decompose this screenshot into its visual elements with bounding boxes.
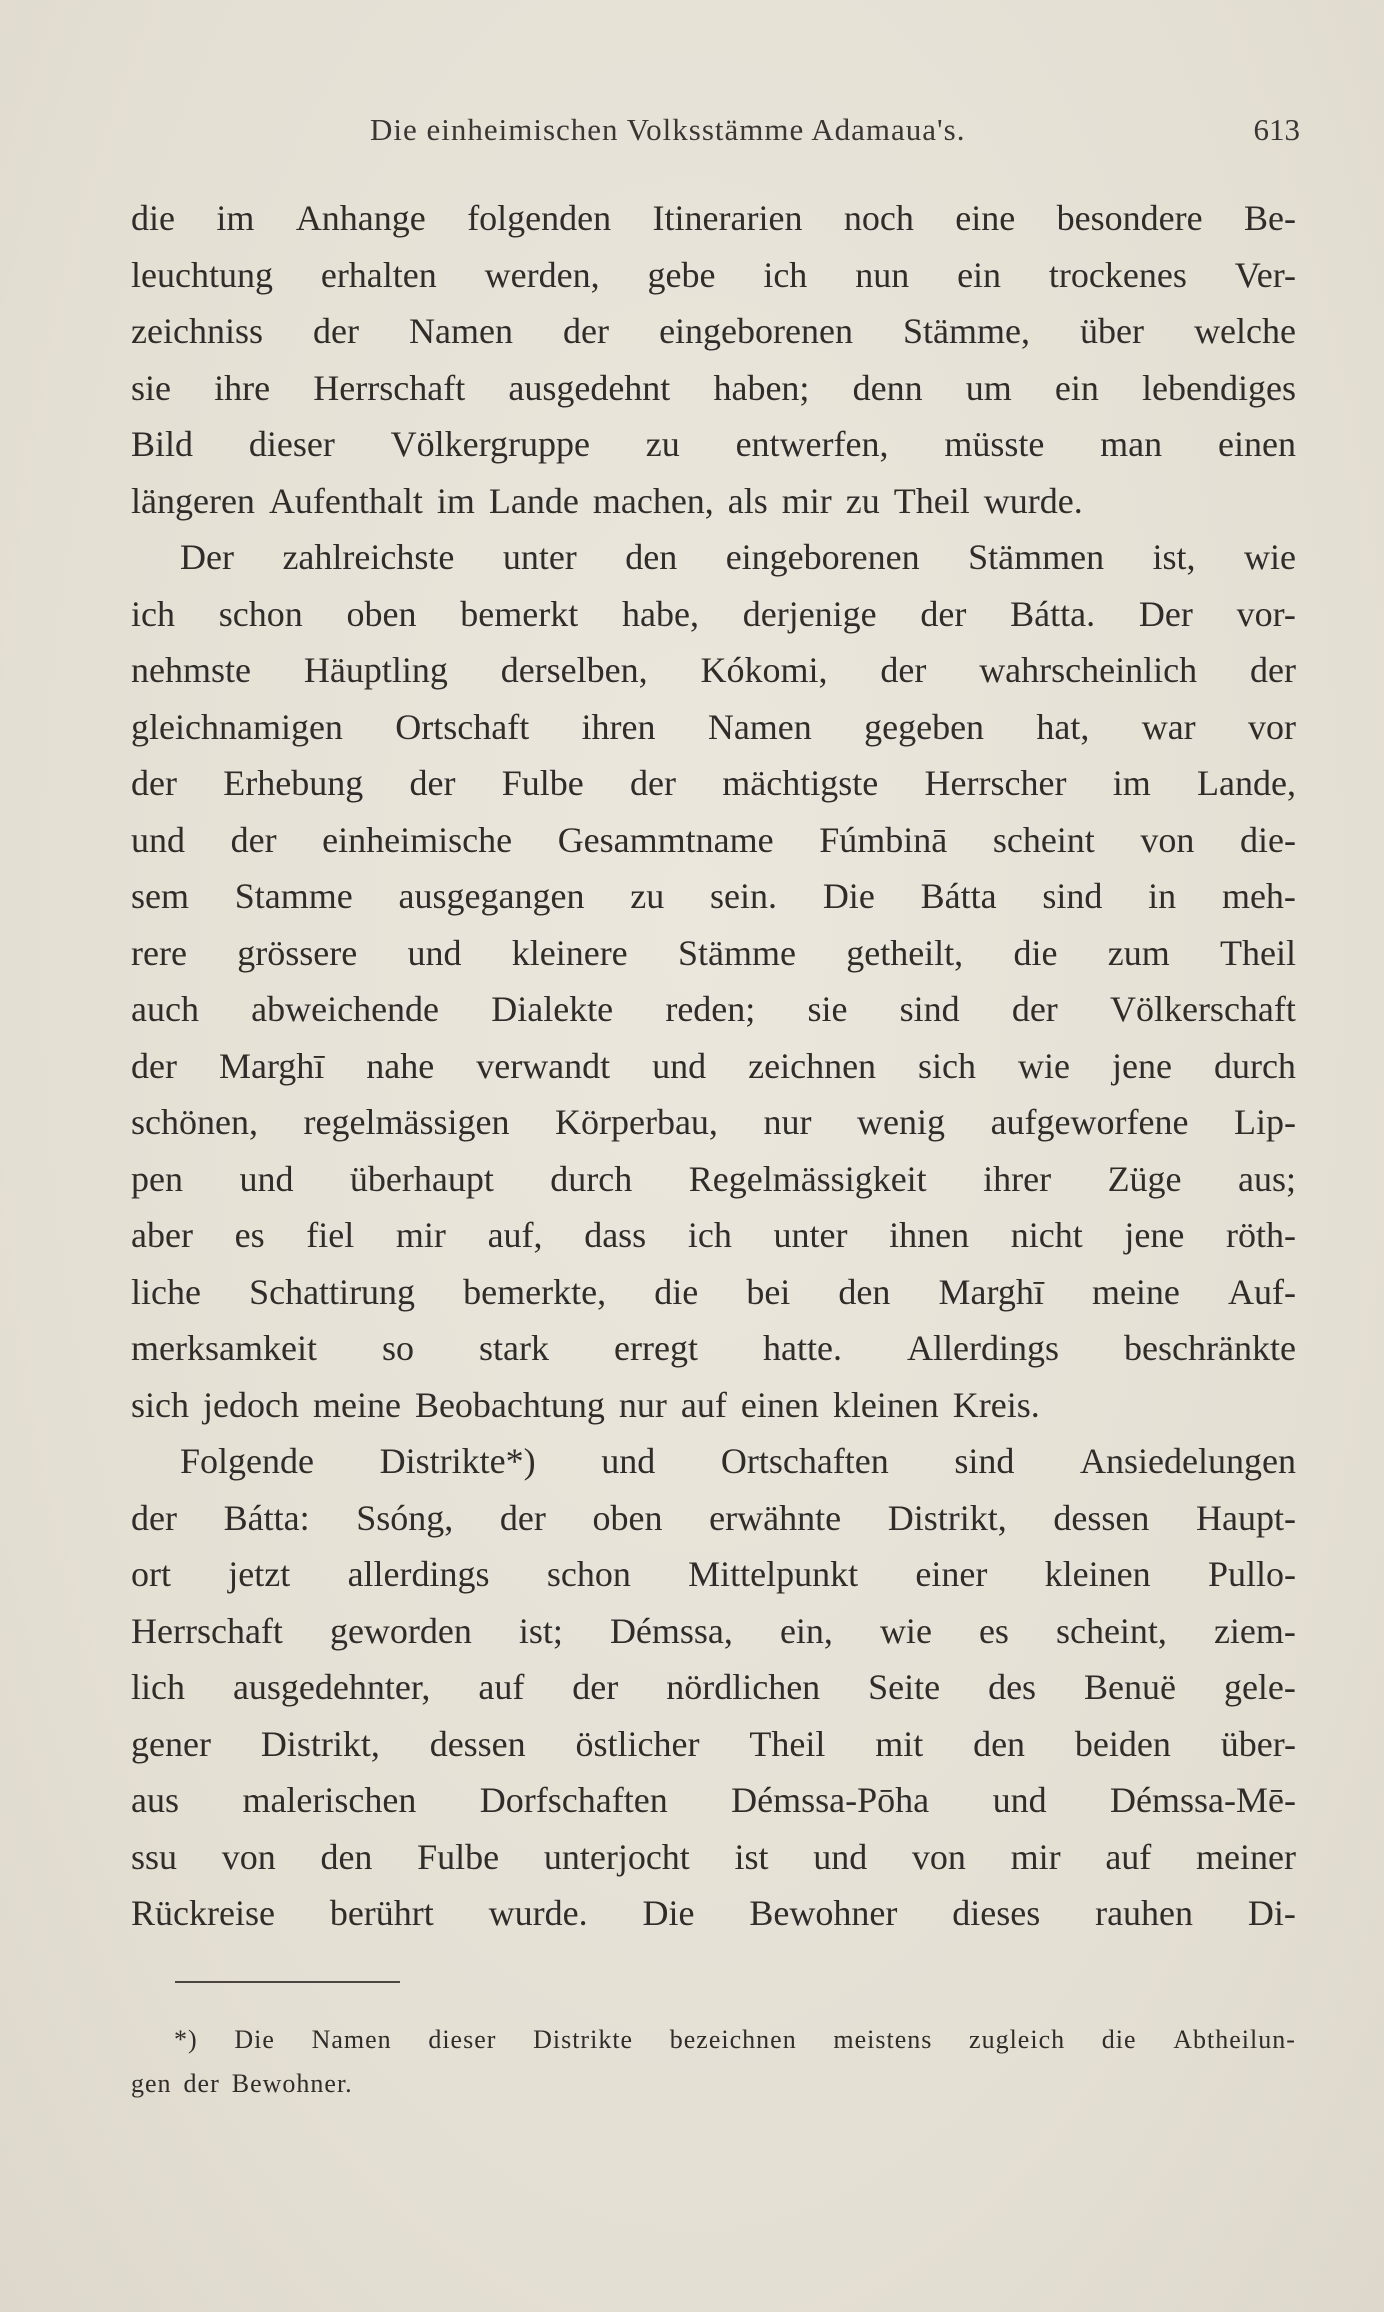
text-line: auch abweichende Dialekte reden; sie sind der Völkerschaft — [131, 989, 1296, 1029]
text-line: aus malerischen Dorfschaften Démssa-Pōha und Démssa-Mē- — [131, 1780, 1296, 1820]
footnote — [131, 2018, 1296, 2106]
footnote-line: gen der Bewohner. — [131, 2069, 353, 2098]
text-line: aber es fiel mir auf, dass ich unter ihnen nicht jene röth- — [131, 1215, 1296, 1255]
text-line: Herrschaft geworden ist; Démssa, ein, wie es scheint, ziem- — [131, 1610, 1296, 1651]
text-line: Bild dieser Völkergruppe zu entwerfen, müsste man einen — [131, 424, 1296, 464]
text-line: Rückreise berührt wurde. Die Bewohner dieses rauhen Di- — [131, 1893, 1296, 1933]
text-line: sem Stamme ausgegangen zu sein. Die Bátta sind in meh- — [131, 876, 1296, 916]
text-line: ort jetzt allerdings schon Mittelpunkt einer kleinen Pullo- — [131, 1554, 1296, 1594]
page-number: 613 — [1253, 112, 1300, 147]
text-line: der Marghī nahe verwandt und zeichnen sich wie jene durch — [131, 1045, 1296, 1086]
text-line: gener Distrikt, dessen östlicher Theil mit den beiden über- — [131, 1723, 1296, 1764]
text-line: und der einheimische Gesammtname Fúmbinā scheint von die- — [131, 819, 1296, 860]
text-line: der Bátta: Ssóng, der oben erwähnte Distrikt, dessen Haupt- — [131, 1497, 1296, 1538]
paragraph — [131, 1433, 1296, 1942]
text-line: liche Schattirung bemerkte, die bei den Marghī meine Auf- — [131, 1271, 1296, 1312]
text-line: ssu von den Fulbe unterjocht ist und von mir auf meiner — [131, 1836, 1296, 1877]
running-title: Die einheimischen Volksstämme Adamaua's. — [370, 112, 966, 147]
text-line: der Erhebung der Fulbe der mächtigste Herrscher im Lande, — [131, 763, 1296, 803]
text-line: zeichniss der Namen der eingeborenen Stämme, über welche — [131, 311, 1296, 351]
text-line: merksamkeit so stark erregt hatte. Allerdings beschränkte — [131, 1328, 1296, 1368]
text-line: sie ihre Herrschaft ausgedehnt haben; denn um ein lebendiges — [131, 367, 1296, 408]
paragraph — [131, 190, 1296, 529]
text-line: längeren Aufenthalt im Lande machen, als mir zu Theil wurde. — [131, 480, 1083, 521]
text-line: Folgende Distrikte*) und Ortschaften sind Ansiedelungen — [180, 1441, 1296, 1481]
footnote-separator — [175, 1981, 400, 1983]
text-line: leuchtung erhalten werden, gebe ich nun ein trockenes Ver- — [131, 254, 1296, 295]
text-line: pen und überhaupt durch Regelmässigkeit ihrer Züge aus; — [131, 1158, 1296, 1199]
text-line: schönen, regelmässigen Körperbau, nur wenig aufgeworfene Lip- — [131, 1102, 1296, 1142]
text-line: sich jedoch meine Beobachtung nur auf einen kleinen Kreis. — [131, 1384, 1040, 1425]
body-text — [131, 190, 1296, 1942]
paragraph — [131, 529, 1296, 1433]
text-line: Der zahlreichste unter den eingeborenen Stämmen ist, wie — [180, 537, 1296, 577]
text-line: nehmste Häuptling derselben, Kókomi, der wahrscheinlich der — [131, 650, 1296, 690]
footnote-line: *) Die Namen dieser Distrikte bezeichnen meistens zugleich die Abtheilun- — [174, 2025, 1296, 2054]
page-header — [130, 112, 1300, 162]
text-line: rere grössere und kleinere Stämme getheilt, die zum Theil — [131, 932, 1296, 973]
text-line: ich schon oben bemerkt habe, derjenige der Bátta. Der vor- — [131, 593, 1296, 634]
text-line: lich ausgedehnter, auf der nördlichen Seite des Benuë gele- — [131, 1667, 1296, 1707]
text-line: gleichnamigen Ortschaft ihren Namen gegeben hat, war vor — [131, 706, 1296, 747]
text-line: die im Anhange folgenden Itinerarien noch eine besondere Be- — [131, 198, 1296, 238]
